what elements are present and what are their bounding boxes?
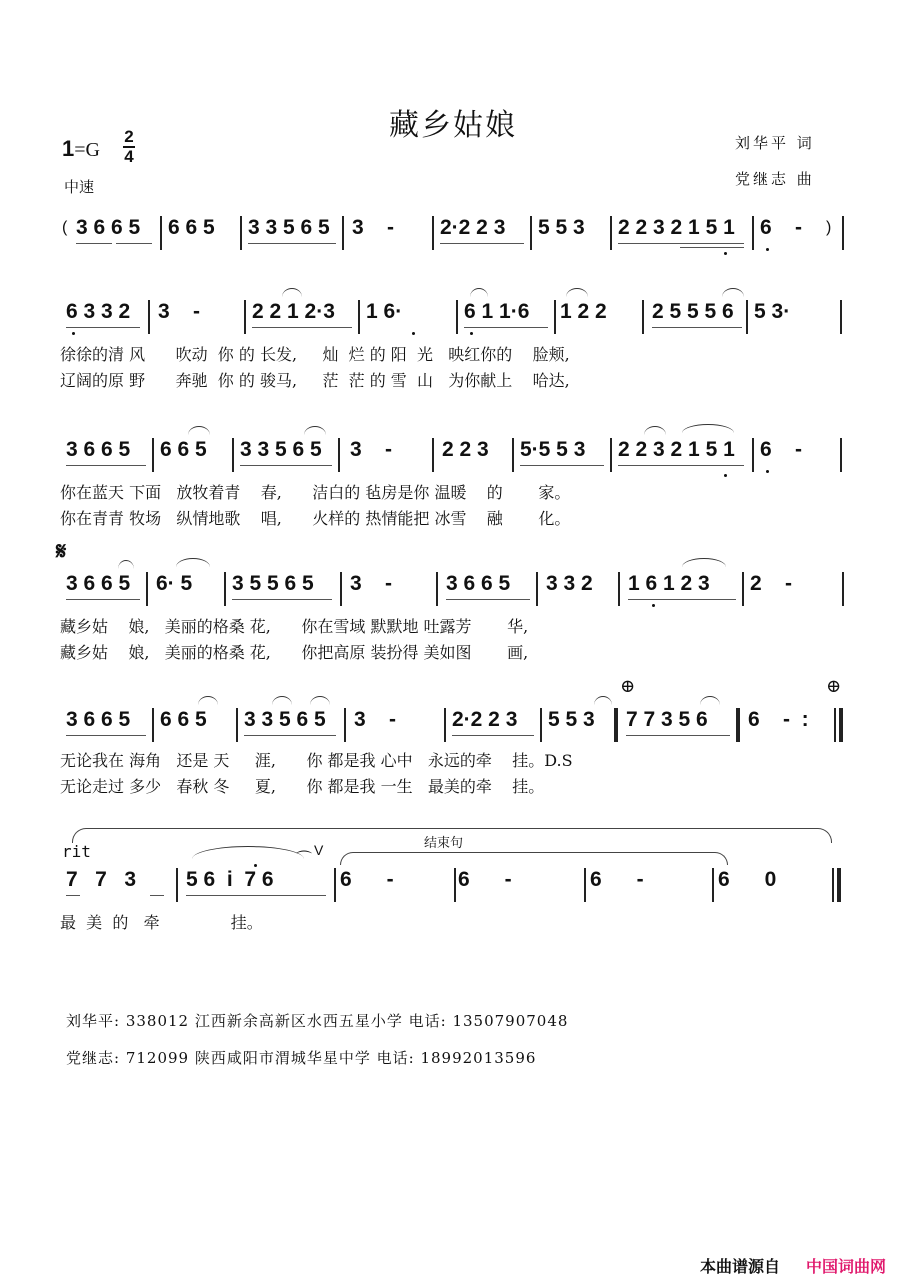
measure: 6 - — [340, 868, 394, 891]
measure: 6 - : — [748, 708, 809, 731]
measure: 3 3 5 6 5 — [240, 438, 322, 461]
measure: 6 6 5 — [168, 216, 215, 239]
underline — [66, 895, 80, 896]
underline — [248, 243, 336, 244]
underline — [116, 243, 152, 244]
phrase-bracket — [340, 852, 728, 865]
notation-row — [60, 216, 850, 246]
breath-mark: V — [314, 842, 324, 858]
underline — [452, 735, 534, 736]
barline — [244, 300, 246, 334]
barline — [152, 438, 154, 472]
barline — [712, 868, 714, 902]
lyrics-verse-1: 无论我在 海角 还是 天 涯, 你 都是我 心中 永远的牵 挂。D.S — [60, 751, 573, 770]
barline — [610, 216, 612, 250]
measure: 3 - — [158, 300, 201, 323]
measure: 7 7 3 — [66, 868, 137, 891]
tie-arc — [700, 696, 720, 705]
low-octave-dot — [766, 470, 769, 473]
barline — [752, 216, 754, 250]
barline — [840, 300, 842, 334]
tie-arc — [282, 288, 302, 297]
repeat-barline-thick — [839, 708, 843, 742]
barline — [610, 438, 612, 472]
measure: 2 2 1 2·3 — [252, 300, 335, 323]
measure: 5·5 5 3 — [520, 438, 586, 461]
source-prefix: 本曲谱源自 — [700, 1257, 781, 1276]
measure: 3 - — [350, 572, 393, 595]
barline — [540, 708, 542, 742]
slur-arc — [192, 846, 304, 859]
barline — [742, 572, 744, 606]
measure: 3 3 5 6 5 — [248, 216, 330, 239]
time-signature-top: 2 — [124, 127, 134, 146]
tie-arc — [594, 696, 612, 705]
measure: 3 6 6 5 — [66, 438, 131, 461]
lyrics-ending: 最 美 的 牵 挂。 — [60, 913, 263, 932]
lyrics-verse-1: 藏乡姑 娘, 美丽的格桑 花, 你在雪域 默默地 吐露芳 华, — [60, 617, 529, 636]
measure: 3 6 6 5 — [66, 708, 131, 731]
barline — [512, 438, 514, 472]
measure: 6 6 5 — [160, 438, 207, 461]
measure: 1 6· — [366, 300, 403, 323]
measure: 5 5 3 — [548, 708, 595, 731]
measure: 6 3 3 2 — [66, 300, 131, 323]
barline — [842, 216, 844, 250]
song-title: 藏乡姑娘 — [389, 108, 517, 143]
low-octave-dot — [412, 332, 415, 335]
source-site-link[interactable]: 中国词曲网 — [806, 1257, 887, 1276]
contact-composer: 党继志: 712099 陕西咸阳市渭城华星中学 电话: 18992013596 — [66, 1049, 537, 1067]
staff-line-2 — [60, 300, 850, 390]
underline — [76, 243, 112, 244]
measure: 3 6 6 5 — [66, 572, 131, 595]
tempo-marking: 中速 — [64, 178, 95, 196]
barline — [746, 300, 748, 334]
lyrics-verse-1: 你在蓝天 下面 放牧着青 春, 洁白的 毡房是你 温暖 的 家。 — [60, 483, 571, 502]
paren-close: ) — [826, 219, 832, 236]
barline — [536, 572, 538, 606]
key-signature — [62, 136, 100, 162]
low-octave-dot — [72, 332, 75, 335]
segno-icon: 𝄋 — [56, 536, 67, 565]
underline — [520, 465, 604, 466]
underline — [252, 327, 352, 328]
underline — [240, 465, 332, 466]
underline — [66, 327, 140, 328]
notation-row — [60, 868, 850, 898]
measure: 1 6 1 2 3 — [628, 572, 710, 595]
barline — [334, 868, 336, 902]
barline — [344, 708, 346, 742]
underline — [244, 735, 336, 736]
barline — [236, 708, 238, 742]
low-octave-dot — [724, 474, 727, 477]
notation-row — [60, 438, 850, 468]
low-octave-dot — [652, 604, 655, 607]
coda-icon: ⊕ — [826, 676, 842, 697]
underline — [652, 327, 742, 328]
underline — [440, 243, 524, 244]
underline — [186, 895, 326, 896]
measure: 2 2 3 2 1 5 1 — [618, 438, 735, 461]
measure: 3 5 5 6 5 — [232, 572, 314, 595]
slur-arc — [682, 558, 726, 567]
underline — [446, 599, 530, 600]
measure: 3 - — [350, 438, 393, 461]
barline — [842, 572, 844, 606]
barline — [554, 300, 556, 334]
measure: 2 2 3 — [442, 438, 489, 461]
lyrics-verse-2: 你在青青 牧场 纵情地歌 唱, 火样的 热情能把 冰雪 融 化。 — [60, 509, 571, 528]
low-octave-dot — [724, 252, 727, 255]
barline — [752, 438, 754, 472]
barline — [642, 300, 644, 334]
lyrics-verse-1: 徐徐的清 风 吹动 你 的 长发, 灿 烂 的 阳 光 映红你的 脸颊, — [60, 345, 570, 364]
staff-line-5 — [60, 708, 850, 796]
barline — [436, 572, 438, 606]
notation-row — [60, 572, 850, 602]
notation-row — [60, 300, 850, 330]
lyricist-credit: 刘华平 词 — [735, 134, 815, 152]
tie-arc — [118, 560, 134, 569]
slur-arc — [176, 558, 210, 567]
time-signature — [122, 128, 136, 166]
barline — [584, 868, 586, 902]
barline — [358, 300, 360, 334]
measure: 6 - — [760, 438, 803, 461]
final-barline-thick — [837, 868, 841, 902]
measure: 2 - — [750, 572, 793, 595]
section-label: 结束句 — [424, 836, 464, 851]
coda-icon: ⊕ — [620, 676, 636, 697]
lyrics-verse-2: 辽阔的原 野 奔驰 你 的 骏马, 茫 茫 的 雪 山 为你献上 哈达, — [60, 371, 570, 390]
rit-marking: rit — [62, 842, 91, 861]
barline — [530, 216, 532, 250]
fermata-icon: ⌒ — [296, 849, 313, 868]
barline — [340, 572, 342, 606]
staff-line-4 — [60, 572, 850, 662]
tie-arc — [310, 696, 330, 705]
measure: 6 1 1·6 — [464, 300, 530, 323]
measure: 6· 5 — [156, 572, 193, 595]
high-octave-dot — [254, 864, 257, 867]
barline — [342, 216, 344, 250]
underline — [618, 465, 744, 466]
measure: 6 - — [590, 868, 644, 891]
barline — [240, 216, 242, 250]
tie-arc — [188, 426, 210, 435]
low-octave-dot — [470, 332, 473, 335]
underline — [628, 599, 736, 600]
measure: 1 2 2 — [560, 300, 607, 323]
underline — [66, 599, 140, 600]
measure: 2·2 2 3 — [440, 216, 506, 239]
time-signature-bottom: 4 — [124, 147, 134, 166]
measure: 2·2 2 3 — [452, 708, 518, 731]
repeat-barline — [834, 708, 836, 742]
staff-line-3 — [60, 438, 850, 528]
final-barline — [832, 868, 834, 902]
measure: 3 - — [352, 216, 395, 239]
measure: 6 6 5 — [160, 708, 207, 731]
measure: 3 - — [354, 708, 397, 731]
barline — [224, 572, 226, 606]
barline — [146, 572, 148, 606]
underline — [150, 895, 164, 896]
tie-arc — [272, 696, 292, 705]
underline — [626, 735, 730, 736]
underline — [66, 465, 146, 466]
lyrics-verse-2: 无论走过 多少 春秋 冬 夏, 你 都是我 一生 最美的牵 挂。 — [60, 777, 545, 796]
measure: 7 7 3 5 6 — [626, 708, 708, 731]
underline — [66, 735, 146, 736]
barline — [338, 438, 340, 472]
barline — [614, 708, 618, 742]
tie-arc — [470, 288, 488, 297]
barline — [148, 300, 150, 334]
measure: 3 3 5 6 5 — [244, 708, 326, 731]
barline — [840, 438, 842, 472]
measure: 6 - — [458, 868, 512, 891]
barline — [736, 708, 740, 742]
underline — [680, 247, 744, 248]
barline — [232, 438, 234, 472]
barline — [618, 572, 620, 606]
low-octave-dot — [766, 248, 769, 251]
barline — [152, 708, 154, 742]
measure: 2 2 3 2 1 5 1 — [618, 216, 735, 239]
measure: 6 0 — [718, 868, 777, 891]
measure: 5 3· — [754, 300, 791, 323]
barline — [432, 216, 434, 250]
measure: 3 3 2 — [546, 572, 593, 595]
key-note: =G — [74, 139, 100, 161]
composer-credit: 党继志 曲 — [735, 170, 815, 188]
barline — [444, 708, 446, 742]
tie-arc — [566, 288, 588, 297]
measure: 3 6 6 5 — [76, 216, 141, 239]
underline — [618, 243, 744, 244]
barline — [454, 868, 456, 902]
measure: 5 5 3 — [538, 216, 585, 239]
tie-arc — [722, 288, 744, 297]
underline — [464, 327, 548, 328]
tie-arc — [644, 426, 666, 435]
staff-line-1 — [60, 216, 850, 246]
measure: 3 6 6 5 — [446, 572, 511, 595]
underline — [232, 599, 332, 600]
barline — [160, 216, 162, 250]
tie-arc — [304, 426, 326, 435]
slur-arc — [682, 424, 734, 433]
measure: 5 6 i 7 6 — [186, 868, 274, 891]
barline — [456, 300, 458, 334]
barline — [432, 438, 434, 472]
contact-lyricist: 刘华平: 338012 江西新余高新区水西五星小学 电话: 13507907048 — [66, 1012, 569, 1030]
tie-arc — [198, 696, 218, 705]
barline — [176, 868, 178, 902]
notation-row — [60, 708, 850, 738]
paren-open: ( — [62, 219, 68, 236]
key-tonic-number: 1 — [62, 136, 75, 161]
measure: 2 5 5 5 6 — [652, 300, 734, 323]
measure: 6 - — [760, 216, 814, 239]
lyrics-verse-2: 藏乡姑 娘, 美丽的格桑 花, 你把高原 装扮得 美如图 画, — [60, 643, 529, 662]
